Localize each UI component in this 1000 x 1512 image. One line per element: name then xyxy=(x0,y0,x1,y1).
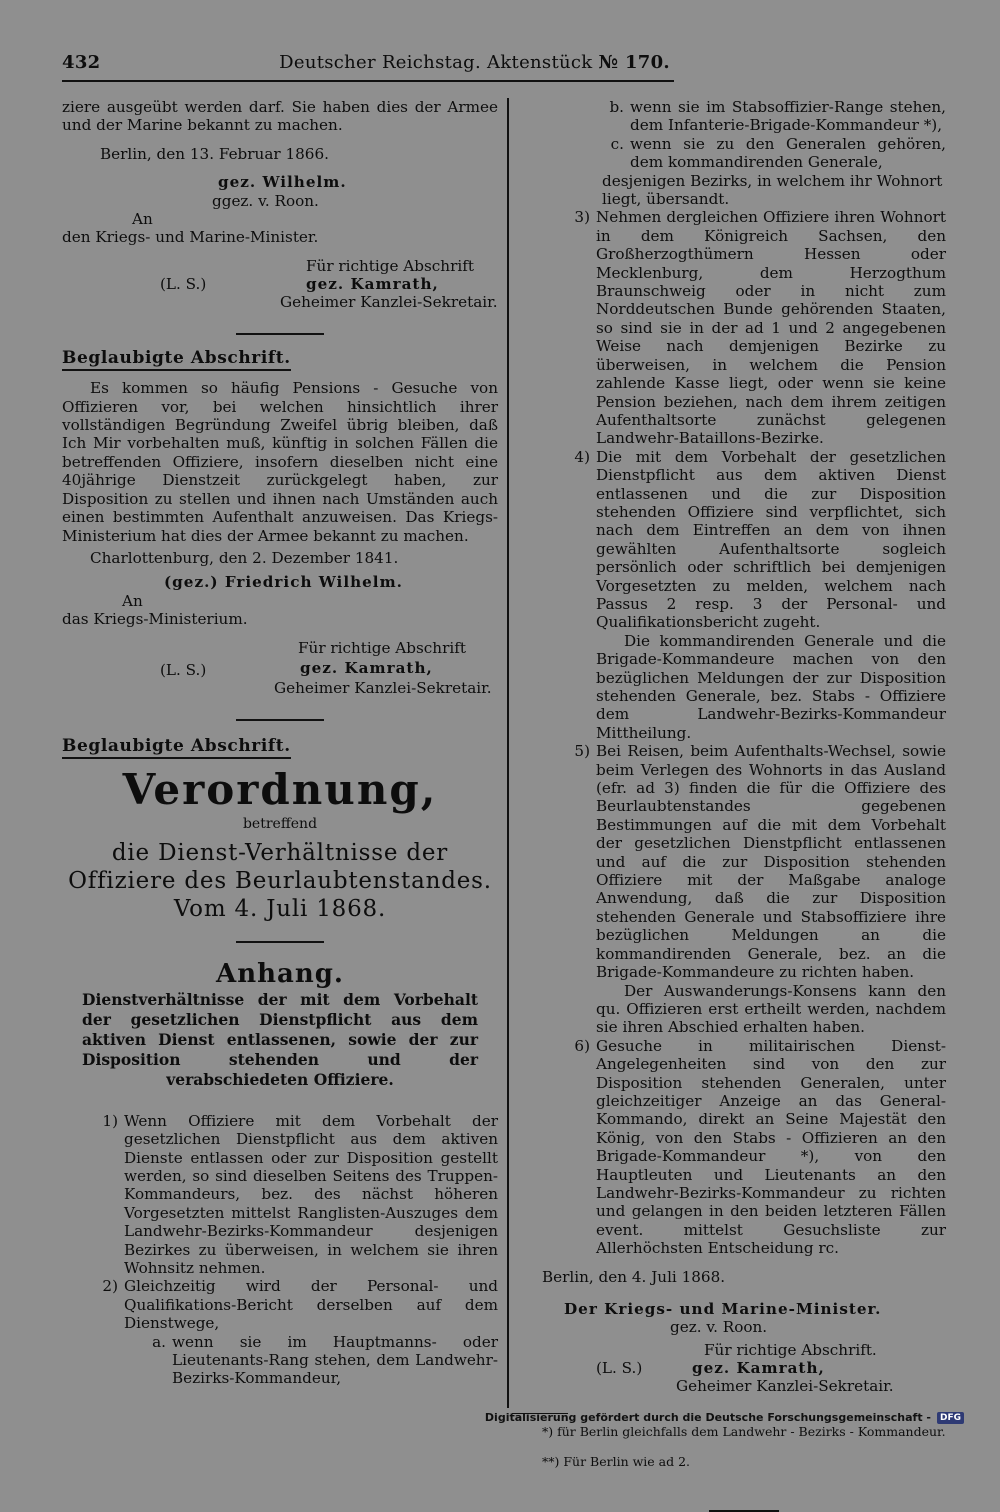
divider-1 xyxy=(236,333,324,335)
copy-attestation-1 xyxy=(62,257,498,315)
digitization-credit xyxy=(485,1411,964,1424)
page-number: 432 xyxy=(62,52,101,73)
item-text: Gesuche in militairischen Dienst-Angelegenheiten sind von den zur Disposition stehenden Generalen, unter gleichzeitiger Anzeige an das General-Kommando, direkt an Seine Majestät den König, von den Stabs - Offizieren an den Brigade-Kommandeur *), von den Hauptleuten und Lieutenants an den Landwehr-Bezirks-Kommandeur zu richten und gelangen in den beiden letzteren Fällen event. mittelst Gesuchsliste zur Allerhöchsten Entscheidung rc. xyxy=(596,1036,946,1258)
item-text: Wenn Offiziere mit dem Vorbehalt der gesetzlichen Dienstpflicht aus dem aktiven Dienste entlassen oder zur Disposition gestellt werden, so sind dieselben Seitens des Truppen-Kommandeurs, bez. des nächst höheren Vorgesetzten mittelst Ranglisten-Auszuges dem Landwehr-Bezirks-Kommandeur desjenigen Bezirkes zu überweisen, in welchem sie ihren Wohnsitz nehmen. xyxy=(124,1111,498,1277)
recipient-1: den Kriegs- und Marine-Minister. xyxy=(62,228,319,247)
signer-roon-2: gez. v. Roon. xyxy=(670,1318,768,1337)
item-text: wenn sie im Stabsoffizier-Range stehen, dem Infanterie-Brigade-Kommandeur *), xyxy=(630,98,946,135)
credit-text: Digitalisierung gefördert durch die Deutsche Forschungsgemeinschaft - xyxy=(484,1411,931,1424)
an-label-2: An xyxy=(122,591,143,610)
recipient-2: das Kriegs-Ministerium. xyxy=(62,610,248,629)
item-number: c. xyxy=(610,134,624,153)
divider-2 xyxy=(236,719,324,721)
signer-minister: Der Kriegs- und Marine-Minister. xyxy=(564,1300,882,1318)
footnote-2: **) Für Berlin wie ad 2. xyxy=(542,1453,691,1469)
header-rule xyxy=(62,80,674,82)
left-column xyxy=(62,98,498,1388)
item-number: 4) xyxy=(574,447,590,466)
seal-ls-3: (L. S.) xyxy=(596,1358,643,1377)
column-divider xyxy=(507,98,509,1408)
running-title xyxy=(279,52,670,73)
date-1866: Berlin, den 13. Februar 1866. xyxy=(100,144,329,163)
document-number: № 170. xyxy=(598,52,670,73)
anhang-subtitle: Dienstverhältnisse der mit dem Vorbehalt der gesetzlichen Dienstpflicht aus dem aktiven Dienst entlassenen, sowie der zur Disposition stehenden und der verabschiedeten Offiziere. xyxy=(82,989,478,1089)
betreffend-label: betreffend xyxy=(242,815,318,832)
running-title-text: Deutscher Reichstag. Aktenstück xyxy=(279,52,593,73)
copy-label-1: Für richtige Abschrift xyxy=(306,256,474,275)
decree-subtitle: die Dienst-Verhältnisse der Offiziere des Beurlaubtenstandes. Vom 4. Juli 1868. xyxy=(68,840,492,923)
intro-text: ziere ausgeübt werden darf. Sie haben dies der Armee und der Marine bekannt zu machen. xyxy=(62,98,498,135)
item-text: Bei Reisen, beim Aufenthalts-Wechsel, sowie beim Verlegen des Wohnorts in das Ausland (efr. ad 3) finden die für die Offiziere des Beurlaubtenstandes gegebenen Bestimmungen auf die mit dem Vorbehalt der gesetzlichen Dienstpflicht entlassenen und auf die zur Disposition stehenden Offiziere mit der Maßgabe analoge Anwendung, daß die zur Disposition stehenden Generale und Stabsoffiziere ihre bezüglichen Meldungen an die kommandirenden Generale, bez. an die Brigade-Kommandeure zu richten haben. xyxy=(596,742,946,982)
item-number: 3) xyxy=(574,208,590,227)
item-text: Nehmen dergleichen Offiziere ihren Wohnort in dem Königreich Sachsen, den Großherzogthümern Hessen oder Mecklenburg, dem Herzogthum Braunschweig oder in nicht zum Norddeutschen Bunde gehörenden Staaten, so sind sie in der ad 1 und 2 angegebenen Weise nach demjenigen Bezirke zu überweisen, in welchem die Pension zahlende Kasse liegt, oder wenn sie keine Pension beziehen, nach dem ihrem zeitigen Aufenthaltsorte zunächst gelegenen Landwehr-Bataillons-Bezirke. xyxy=(596,208,946,448)
seal-ls-2: (L. S.) xyxy=(160,660,207,679)
divider-3 xyxy=(236,941,324,943)
item-number: 1) xyxy=(102,1111,118,1130)
signer-wilhelm: gez. Wilhelm. xyxy=(218,173,347,192)
item-number: 6) xyxy=(574,1036,590,1055)
copy-label-2: Für richtige Abschrift xyxy=(298,638,466,657)
kamrath-3: gez. Kamrath, xyxy=(692,1358,825,1377)
bezirk-text: desjenigen Bezirks, in welchem ihr Wohnort liegt, übersandt. xyxy=(602,171,943,209)
signer-roon: ggez. v. Roon. xyxy=(212,191,319,210)
list-item-3 xyxy=(536,208,946,447)
kamrath-1: gez. Kamrath, xyxy=(306,274,439,293)
list-item-2b xyxy=(542,98,946,135)
item-number: b. xyxy=(609,98,624,116)
item-number: 5) xyxy=(574,742,590,761)
date-1868: Berlin, den 4. Juli 1868. xyxy=(542,1267,726,1286)
item-text: Die mit dem Vorbehalt der gesetzlichen Dienstpflicht aus dem aktiven Dienst entlassenen und die zur Disposition stehenden Offiziere sind verpflichtet, sich nach dem Eintreffen an dem von ihnen gewählten Aufenthaltsorte sogleich persönlich oder schriftlich bei demjenigen Vorgesetzten zu melden, welchem nach Passus 2 resp. 3 der Personal- und Qualifikationsbericht zugeht. xyxy=(596,447,946,632)
heading-beglaubigte-2: Beglaubigte Abschrift. xyxy=(62,737,291,759)
signer-friedrich-wilhelm: (gez.) Friedrich Wilhelm. xyxy=(164,573,403,592)
kamrath-2: gez. Kamrath, xyxy=(300,658,433,677)
footnote-1: *) für Berlin gleichfalls dem Landwehr - Bezirks - Kommandeur. xyxy=(542,1423,946,1439)
title-verordnung: Verordnung, xyxy=(122,764,438,814)
item-number: 2) xyxy=(102,1277,118,1296)
kanzlei-2: Geheimer Kanzlei-Sekretair. xyxy=(274,678,492,697)
copy-label-3: Für richtige Abschrift. xyxy=(704,1340,877,1359)
item-text: wenn sie zu den Generalen gehören, dem kommandirenden Generale, xyxy=(630,134,946,172)
list-item-4 xyxy=(536,448,946,632)
item-text: Gleichzeitig wird der Personal- und Qualifikations-Bericht derselben auf dem Dienstwege, xyxy=(124,1277,498,1333)
dfg-logo-icon: DFG xyxy=(937,1412,964,1424)
date-1841: Charlottenburg, den 2. Dezember 1841. xyxy=(90,548,399,567)
pension-decree-text: Es kommen so häufig Pensions - Gesuche von Offizieren vor, bei welchen hinsichtlich ihrer vollständigen Begründung Zweifel übrig bleiben, daß Ich Mir vorbehalten muß, künftig in solchen Fällen die betreffenden Offiziere, insofern dieselben nicht eine 40jährige Dienstzeit zurückgelegt haben, zur Disposition zu stellen und ihnen nach Umständen auch einen bestimmten Aufenthalt anzuweisen. Das Kriegs-Ministerium hat dies der Armee bekannt zu machen. xyxy=(62,379,498,545)
copy-attestation-3 xyxy=(542,1341,946,1399)
list-item-2a xyxy=(62,1333,498,1388)
item-4-continuation: Die kommandirenden Generale und die Brigade-Kommandeure machen von den bezüglichen Meldungen der zur Disposition stehenden Generale, bez. Stabs - Offiziere dem Landwehr-Bezirks-Kommandeur Mittheilung. xyxy=(596,631,946,742)
heading-beglaubigte-1: Beglaubigte Abschrift. xyxy=(62,349,291,371)
list-item-5 xyxy=(536,742,946,981)
item-text: wenn sie im Hauptmanns- oder Lieutenants-Rang stehen, dem Landwehr-Bezirks-Kommandeur, xyxy=(172,1332,498,1388)
list-item-2c xyxy=(542,135,946,172)
kanzlei-1: Geheimer Kanzlei-Sekretair. xyxy=(280,292,498,311)
seal-ls-1: (L. S.) xyxy=(160,274,207,293)
right-column xyxy=(542,98,946,1512)
an-label-1: An xyxy=(132,210,153,229)
page-header xyxy=(62,52,670,82)
list-item-1 xyxy=(62,1112,498,1278)
copy-attestation-2 xyxy=(62,639,498,697)
list-item-2 xyxy=(62,1277,498,1332)
kanzlei-3: Geheimer Kanzlei-Sekretair. xyxy=(676,1376,894,1395)
item-5-continuation: Der Auswanderungs-Konsens kann den qu. Offizieren erst ertheilt werden, nachdem sie ihren Abschied erhalten haben. xyxy=(596,981,946,1037)
item-number: a. xyxy=(152,1332,166,1351)
list-item-6 xyxy=(536,1037,946,1258)
heading-anhang: Anhang. xyxy=(216,959,344,990)
